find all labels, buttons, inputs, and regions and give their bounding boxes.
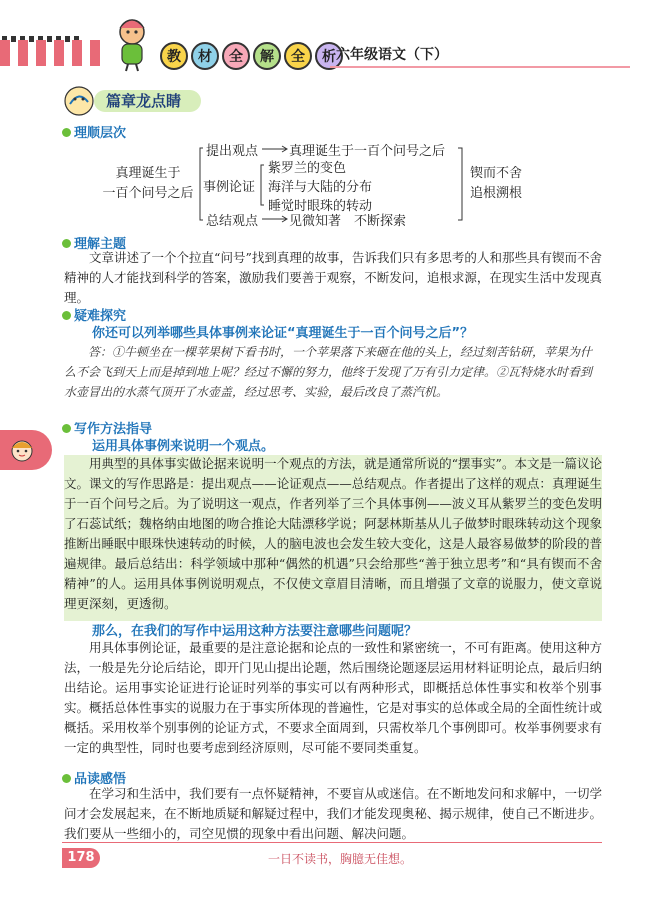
book-title: 六年级语文（下） [336, 47, 448, 63]
series-title-char: 材 [191, 42, 219, 70]
bullet-icon [62, 424, 71, 433]
writing-text-2: 用具体事例论证，最重要的是注意论据和论点的一致性和紧密统一，不可有距离。使用这种方法，一般是先分论后结论，即开门见山提出论题，然后围绕论题逐层运用材料证明论点，最后归纳出结论。运用事实论证进行论证时列举的事实可以有两种形式，即概括总体性事实和枚举个别事实。概括总体性事实的说服力在于事实所体现的普遍性，它是对事实的总体或全局的全面性统计或概括。采用枚举个别事例的论证方式，不要求全面周到，只需枚举几个事例即可。枚举事例要求有一定的典型性，同时也要考虑到经济原则，尽可能不要同类重复。 [64, 640, 602, 755]
branch-item: 海洋与大陆的分布 [268, 180, 373, 195]
heading-theme: 理解主题 [62, 233, 126, 252]
branch-target: 真理诞生于一百个问号之后 [289, 144, 446, 159]
series-title-char: 析 [315, 42, 343, 70]
bullet-icon [62, 239, 71, 248]
series-title-char: 教 [160, 42, 188, 70]
heading-inquiry: 疑难探究 [62, 305, 126, 324]
branch-item: 睡觉时眼珠的转动 [268, 199, 373, 214]
series-title-char: 全 [222, 42, 250, 70]
inquiry-question: 你还可以列举哪些具体事例来论证“真理诞生于一百个问号之后”？ [92, 326, 474, 341]
branch-label: 总结观点 [206, 214, 259, 229]
writing-subheading-1: 运用具体事例来说明一个观点。 [92, 439, 275, 454]
feeling-text: 在学习和生活中，我们要有一点怀疑精神，不要盲从或迷信。在不断地发问和求解中，一切学问才会发展起来，在不断地质疑和解疑过程中，我们才能发现奥秘、揭示规律，使自己不断进步。我们要从一些细小的，司空见惯的现象中看出问题、解决问题。 [64, 786, 602, 841]
writing-text-1: 用典型的具体事实做论据来说明一个观点的方法，就是通常所说的“摆事实”。本文是一篇议论文。课文的写作思路是：提出观点——论证观点——总结观点。作者提出了这样的观点：真理诞生于一百个问号之后。为了说明这一观点，作者列举了三个具体事例——波义耳从紫罗兰的变色发明了石蕊试纸；魏格纳由地图的吻合推论大陆漂移学说；阿瑟林斯基从儿子做梦时眼珠转动这个现象推断出睡眠中眼珠快速转动的时候，人的脑电波也会发生较大变化，这是人最容易做梦的阶段的普遍规律。最后总结出：科学领域中那种“偶然的机遇”只会给那些“善于独立思考”和“具有锲而不舍精神”的人。运用具体事例说明观点，不仅使文章眉目清晰，而且增强了文章的说服力，使文章说理更深刻，更透彻。 [64, 456, 602, 611]
writing-subheading-2: 那么，在我们的写作中运用这种方法要注意哪些问题呢？ [92, 624, 418, 639]
heading-writing: 写作方法指导 [62, 418, 152, 437]
branch-label: 事例论证 [203, 180, 256, 195]
structure-root: 真理诞生于 一百个问号之后 [102, 166, 194, 201]
page-number: 178 [62, 848, 100, 868]
branch-item: 紫罗兰的变色 [268, 161, 347, 176]
section-title: 篇章龙点睛 [94, 90, 201, 112]
series-title-char: 全 [284, 42, 312, 70]
girl-face-icon [8, 436, 36, 464]
bullet-icon [62, 311, 71, 320]
branch-target: 见微知著 不断探索 [289, 214, 407, 229]
footer-motto: 一日不读书，胸臆无佳想。 [267, 852, 412, 866]
branch-label: 提出观点 [206, 144, 259, 159]
bullet-icon [62, 774, 71, 783]
footer-divider [62, 842, 602, 843]
heading-structure: 理顺层次 [62, 122, 126, 141]
heading-feeling: 品读感悟 [62, 768, 126, 787]
theme-text: 文章讲述了一个个拉直“问号”找到真理的故事，告诉我们只有多思考的人和那些具有锲而不舍精神的人才能找到科学的答案，激励我们要善于观察，不断发问，追根求源，在现实生活中发现真理。 [64, 250, 602, 305]
inquiry-answer: 答：①牛顿坐在一棵苹果树下看书时，一个苹果落下来砸在他的头上，经过刻苦钻研，苹果为什么不会飞到天上而是掉到地上呢？经过不懈的努力，他终于发现了万有引力定律。②瓦特烧水时看到水壶冒出的水蒸气顶开了水壶盖，经过思考、实验，最后改良了蒸汽机。 [64, 345, 593, 399]
structure-conclusion: 锲而不舍 追根溯根 [470, 166, 523, 201]
series-title-char: 解 [253, 42, 281, 70]
